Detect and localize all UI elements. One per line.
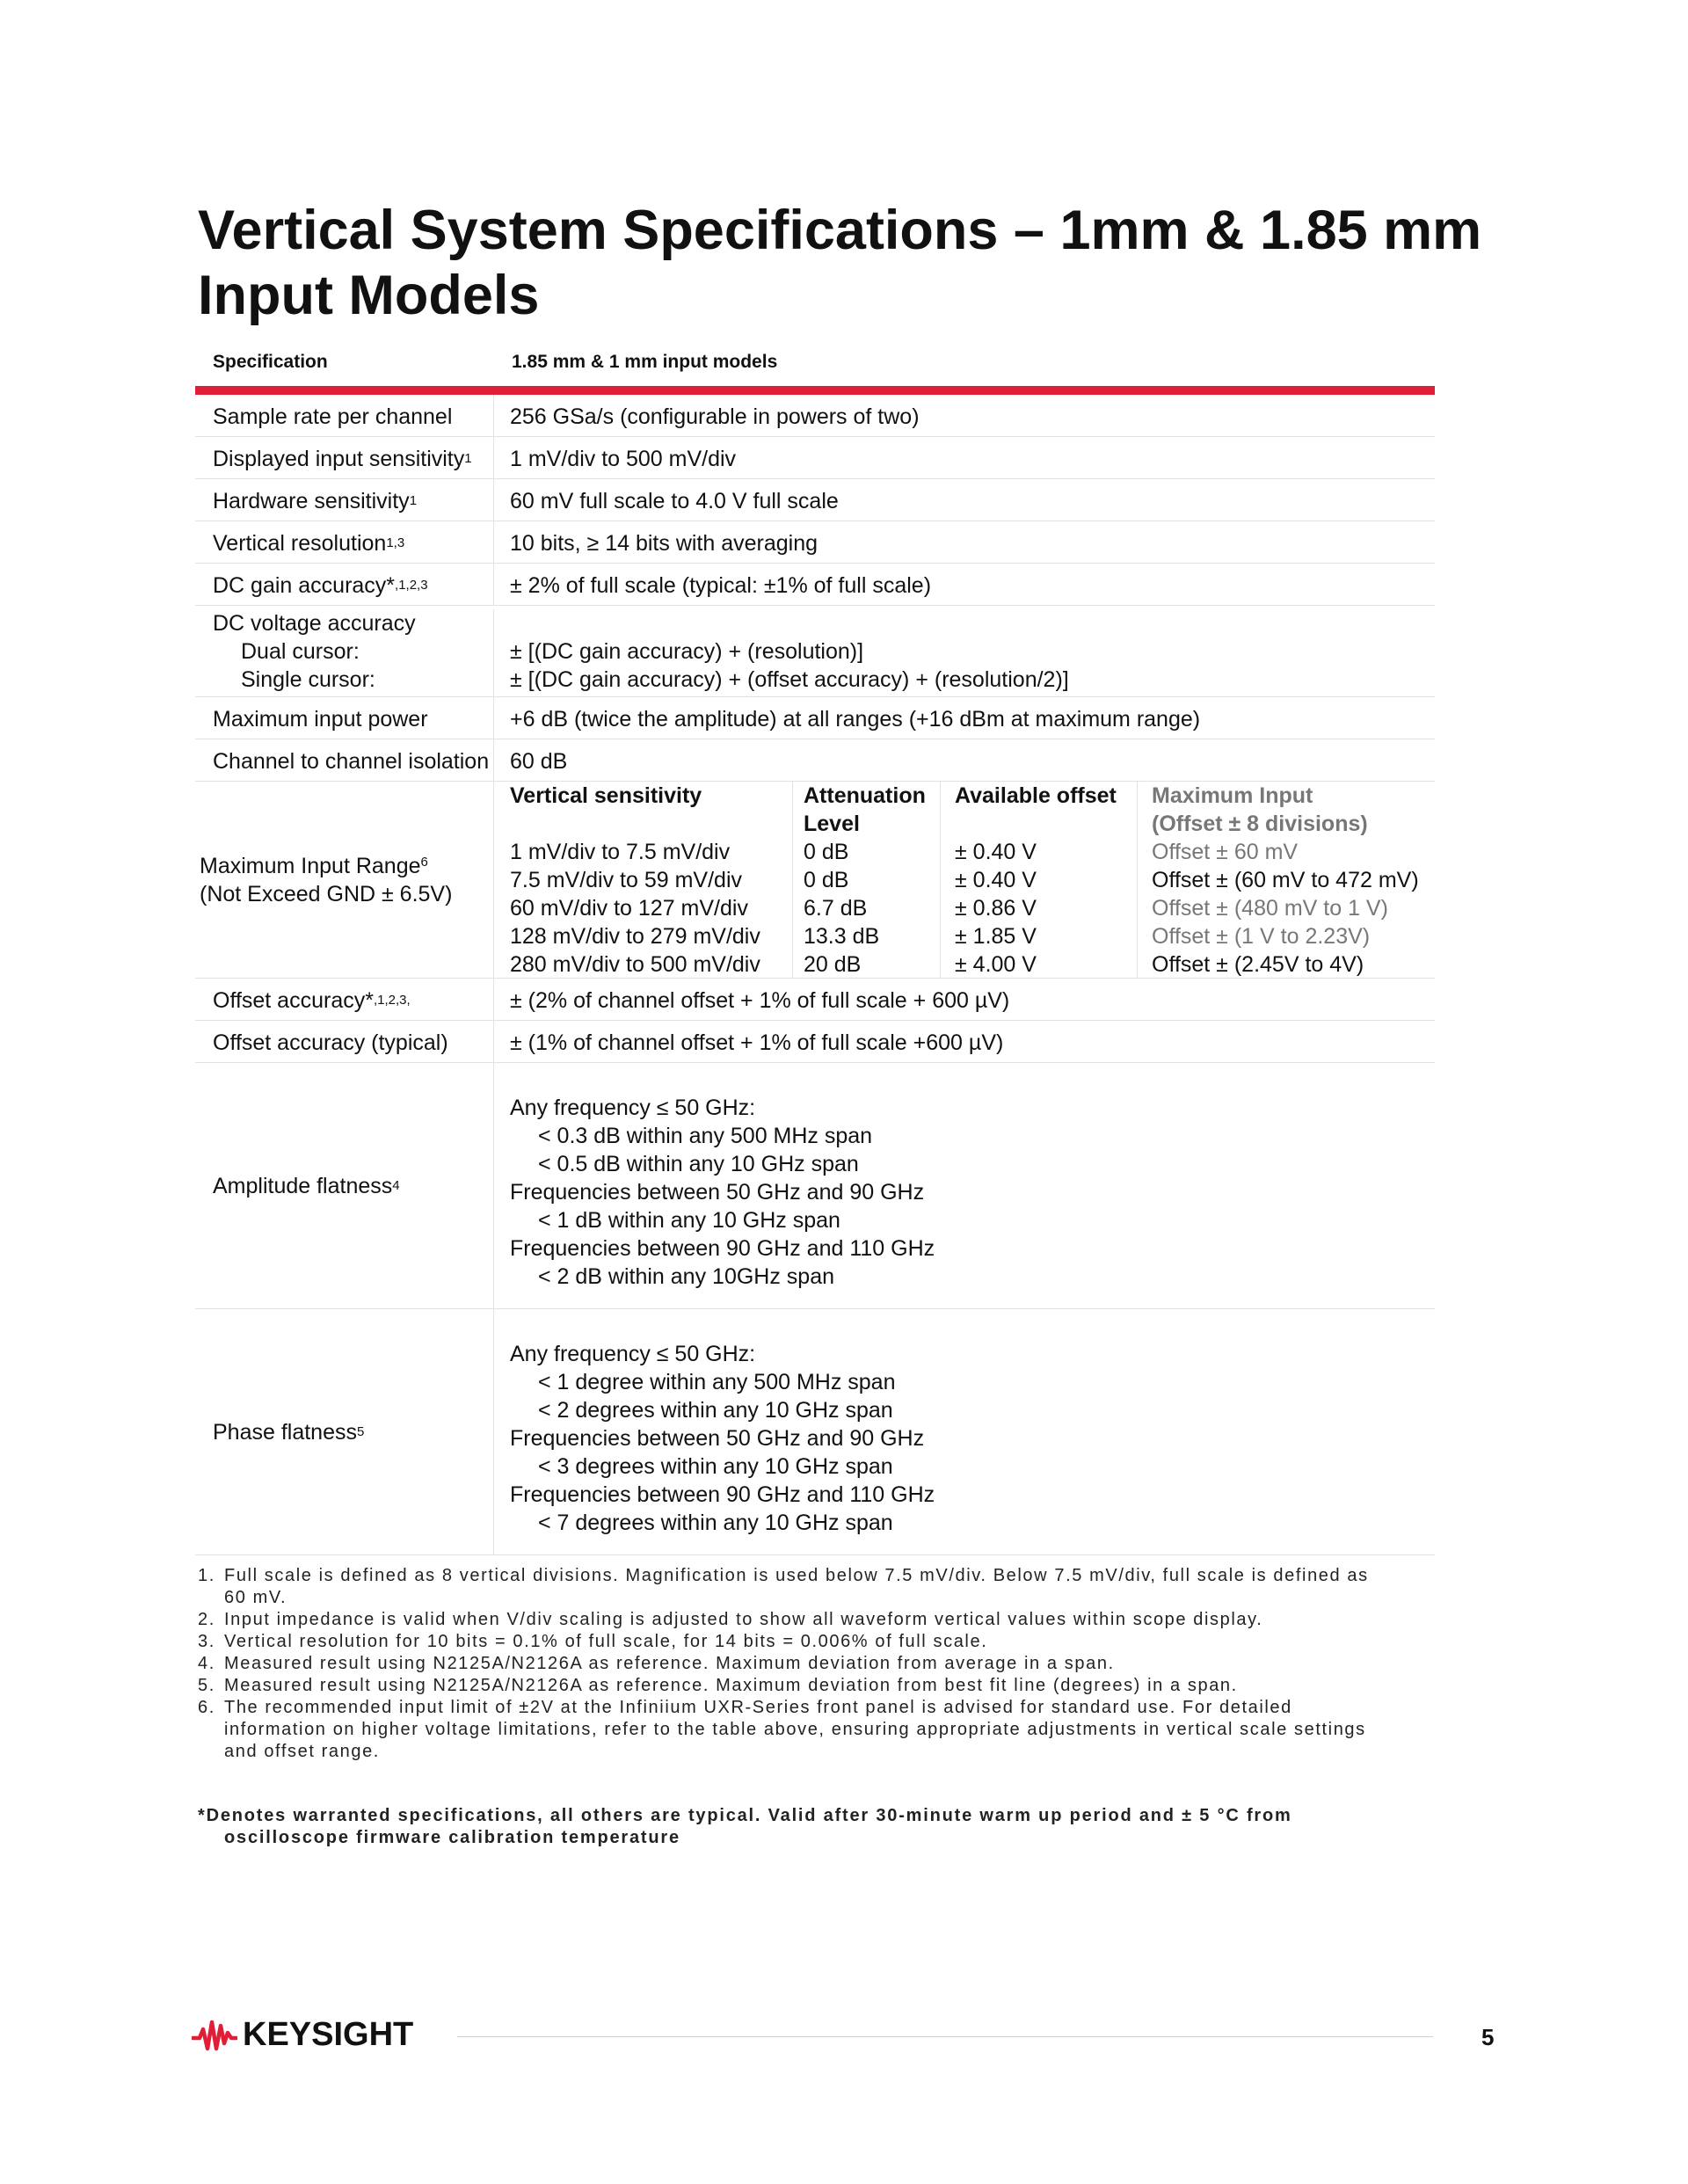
- row-label: Displayed input sensitivity: [213, 446, 465, 471]
- table-header: [195, 338, 1435, 386]
- row-label: Sample rate per channel: [213, 404, 453, 429]
- single-cursor-value: ± [(DC gain accuracy) + (offset accuracy) + (resolution/2)]: [510, 667, 1069, 692]
- flatness-line: < 0.3 dB within any 500 MHz span: [538, 1124, 873, 1148]
- keysight-logo: [192, 2016, 413, 2054]
- footnotes: [198, 1565, 1464, 1763]
- keysight-wave-icon: [192, 2019, 237, 2052]
- footnote-number: 2.: [198, 1610, 215, 1629]
- row-value: ± (1% of channel offset + 1% of full scale +600 µV): [510, 1030, 1004, 1055]
- row-label-note: (Not Exceed GND ± 6.5V): [200, 881, 453, 906]
- row-value: 1 mV/div to 500 mV/div: [510, 446, 737, 471]
- col-header-attenuation-level: Level: [804, 812, 860, 836]
- flatness-line: < 3 degrees within any 10 GHz span: [538, 1454, 893, 1479]
- col-header-attenuation: Attenuation: [804, 783, 926, 808]
- row-label: Offset accuracy*: [213, 987, 374, 1013]
- footnote-text: The recommended input limit of ±2V at the Infiniium UXR-Series front panel is advised for standard use. For detailed: [224, 1698, 1292, 1717]
- flatness-line: < 2 dB within any 10GHz span: [538, 1264, 834, 1289]
- table-row: Vertical resolution 1,3 10 bits, ≥ 14 bits with averaging: [195, 521, 1435, 564]
- footnote-number: 3.: [198, 1632, 215, 1651]
- attenuation-cell: 0 dB: [804, 868, 849, 892]
- max-input-cell: Offset ± 60 mV: [1152, 840, 1299, 864]
- table-row-phase-flatness: Phase flatness 5 Any frequency ≤ 50 GHz: < 1 degree within any 500 MHz span < 2 degrees within any 10 GHz span Frequencies between 50 GHz and 90 GHz < 3 degrees within any 10 GHz span Frequencies between 90 GHz and 110 GHz < 7 degrees within any 10 GHz span: [195, 1309, 1435, 1555]
- flatness-line: < 1 dB within any 10 GHz span: [538, 1208, 840, 1233]
- footnote-item: [198, 1675, 1464, 1697]
- offset-cell: ± 0.40 V: [955, 868, 1037, 892]
- flatness-line: < 2 degrees within any 10 GHz span: [538, 1398, 893, 1423]
- footnote-number: 5.: [198, 1676, 215, 1695]
- footnote-number: 1.: [198, 1566, 215, 1585]
- footnote-item: [198, 1631, 1464, 1653]
- attenuation-cell: 13.3 dB: [804, 924, 880, 949]
- table-row: Hardware sensitivity 1 60 mV full scale to 4.0 V full scale: [195, 479, 1435, 521]
- table-row-dc-voltage: [195, 606, 1435, 697]
- dual-cursor-value: ± [(DC gain accuracy) + (resolution)]: [510, 639, 864, 664]
- table-row: [195, 739, 1435, 782]
- row-value: ± 2% of full scale (typical: ±1% of full scale): [510, 572, 932, 598]
- max-input-cell: Offset ± (2.45V to 4V): [1152, 952, 1364, 977]
- footnote-text: Input impedance is valid when V/div scaling is adjusted to show all waveform vertical values within scope display.: [224, 1610, 1263, 1629]
- footnote-text: Full scale is defined as 8 vertical divisions. Magnification is used below 7.5 mV/div. Below 7.5 mV/div, full scale is defined as: [224, 1566, 1369, 1585]
- flatness-line: < 1 degree within any 500 MHz span: [538, 1370, 896, 1394]
- flatness-line: Frequencies between 90 GHz and 110 GHz: [510, 1482, 935, 1507]
- offset-column: [941, 782, 1138, 978]
- col-header-offset: Available offset: [955, 783, 1117, 808]
- sensitivity-cell: 1 mV/div to 7.5 mV/div: [510, 840, 731, 864]
- table-row-max-input-range: [195, 782, 1435, 979]
- flatness-line: Any frequency ≤ 50 GHz:: [510, 1342, 756, 1366]
- max-input-cell: Offset ± (480 mV to 1 V): [1152, 896, 1388, 921]
- row-label: DC gain accuracy*: [213, 572, 396, 598]
- footnote-text: information on higher voltage limitations, refer to the table above, ensuring appropriate adjustments in vertical scale settings: [224, 1720, 1366, 1739]
- row-value: +6 dB (twice the amplitude) at all ranges (+16 dBm at maximum range): [510, 706, 1201, 732]
- row-label: Maximum Input Range: [200, 853, 421, 878]
- footnote-text: Vertical resolution for 10 bits = 0.1% of full scale, for 14 bits = 0.006% of full scale.: [224, 1632, 988, 1651]
- row-label: Hardware sensitivity: [213, 488, 410, 513]
- footnote-item: [198, 1609, 1464, 1631]
- row-label: Vertical resolution: [213, 530, 387, 556]
- footnote-item: [198, 1653, 1464, 1675]
- row-label: Channel to channel isolation: [213, 748, 490, 774]
- flatness-line: Frequencies between 50 GHz and 90 GHz: [510, 1180, 925, 1205]
- header-models: 1.85 mm & 1 mm input models: [512, 351, 778, 372]
- footnote-ref: 6: [420, 854, 428, 870]
- dual-cursor-label: Dual cursor:: [241, 639, 360, 664]
- sensitivity-cell: 128 mV/div to 279 mV/div: [510, 924, 760, 949]
- attenuation-cell: 0 dB: [804, 840, 849, 864]
- sensitivity-column: [510, 782, 793, 978]
- row-value: 60 mV full scale to 4.0 V full scale: [510, 488, 839, 513]
- col-header-max-input-note: (Offset ± 8 divisions): [1152, 812, 1368, 836]
- sensitivity-cell: 280 mV/div to 500 mV/div: [510, 952, 760, 977]
- footnote-number: 6.: [198, 1698, 215, 1717]
- warranty-note: [198, 1805, 1464, 1849]
- max-input-cell: Offset ± (1 V to 2.23V): [1152, 924, 1371, 949]
- table-row: Displayed input sensitivity 1 1 mV/div to 500 mV/div: [195, 437, 1435, 479]
- max-input-cell: Offset ± (60 mV to 472 mV): [1152, 868, 1419, 892]
- footnote-item: [198, 1565, 1464, 1609]
- footer-divider: [457, 2036, 1433, 2037]
- attenuation-cell: 6.7 dB: [804, 896, 868, 921]
- row-label: Amplitude flatness: [213, 1173, 393, 1198]
- table-row: [195, 1021, 1435, 1063]
- flatness-line: < 7 degrees within any 10 GHz span: [538, 1511, 893, 1535]
- page-number: 5: [1481, 2024, 1495, 2050]
- footnote-number: 4.: [198, 1654, 215, 1673]
- col-header-sensitivity: Vertical sensitivity: [510, 783, 702, 808]
- sensitivity-cell: 7.5 mV/div to 59 mV/div: [510, 868, 743, 892]
- footnote-text: 60 mV.: [224, 1588, 287, 1607]
- row-label: DC voltage accuracy: [213, 611, 416, 636]
- table-row-amplitude-flatness: Amplitude flatness 4 Any frequency ≤ 50 GHz: < 0.3 dB within any 500 MHz span < 0.5 dB within any 10 GHz span Frequencies between 50 GHz and 90 GHz < 1 dB within any 10 GHz span Frequencies between 90 GHz and 110 GHz < 2 dB within any 10GHz span: [195, 1063, 1435, 1309]
- row-label: Maximum input power: [213, 706, 428, 732]
- flatness-line: Frequencies between 90 GHz and 110 GHz: [510, 1236, 935, 1261]
- max-input-range-table: [494, 782, 1435, 978]
- attenuation-cell: 20 dB: [804, 952, 862, 977]
- offset-cell: ± 1.85 V: [955, 924, 1037, 949]
- header-accent-bar: [195, 386, 1435, 395]
- attenuation-column: [793, 782, 941, 978]
- footnote-item: [198, 1697, 1464, 1763]
- col-header-max-input: Maximum Input: [1152, 783, 1313, 808]
- warranty-line: *Denotes warranted specifications, all others are typical. Valid after 30-minute warm up period and ± 5 °C from: [198, 1806, 1292, 1825]
- offset-cell: ± 0.86 V: [955, 896, 1037, 921]
- table-row: DC gain accuracy* ,1,2,3 ± 2% of full scale (typical: ±1% of full scale): [195, 564, 1435, 606]
- row-value: 256 GSa/s (configurable in powers of two): [510, 404, 920, 429]
- row-value: 60 dB: [510, 748, 568, 774]
- warranty-line: oscilloscope firmware calibration temperature: [224, 1828, 680, 1847]
- flatness-line: < 0.5 dB within any 10 GHz span: [538, 1152, 859, 1176]
- flatness-line: Frequencies between 50 GHz and 90 GHz: [510, 1426, 925, 1451]
- header-specification: Specification: [213, 351, 328, 372]
- table-row: Offset accuracy* ,1,2,3, ± (2% of channel offset + 1% of full scale + 600 µV): [195, 979, 1435, 1021]
- max-input-column: [1138, 782, 1419, 978]
- page-title: Vertical System Specifications – 1mm & 1.85 mm Input Models: [198, 200, 1482, 326]
- brand-name: KEYSIGHT: [243, 2016, 414, 2053]
- sensitivity-cell: 60 mV/div to 127 mV/div: [510, 896, 748, 921]
- offset-cell: ± 4.00 V: [955, 952, 1037, 977]
- table-row: [195, 697, 1435, 739]
- table-row: [195, 395, 1435, 437]
- footnote-text: Measured result using N2125A/N2126A as reference. Maximum deviation from best fit line (degrees) in a span.: [224, 1676, 1238, 1695]
- footnote-text: and offset range.: [224, 1742, 380, 1761]
- flatness-line: Any frequency ≤ 50 GHz:: [510, 1096, 756, 1120]
- row-label: Phase flatness: [213, 1419, 357, 1445]
- offset-cell: ± 0.40 V: [955, 840, 1037, 864]
- single-cursor-label: Single cursor:: [241, 667, 375, 692]
- row-value: 10 bits, ≥ 14 bits with averaging: [510, 530, 819, 556]
- row-value: ± (2% of channel offset + 1% of full scale + 600 µV): [510, 987, 1010, 1013]
- row-label: Offset accuracy (typical): [213, 1030, 448, 1055]
- spec-table: [195, 338, 1435, 1555]
- footnote-text: Measured result using N2125A/N2126A as reference. Maximum deviation from average in a span.: [224, 1654, 1115, 1673]
